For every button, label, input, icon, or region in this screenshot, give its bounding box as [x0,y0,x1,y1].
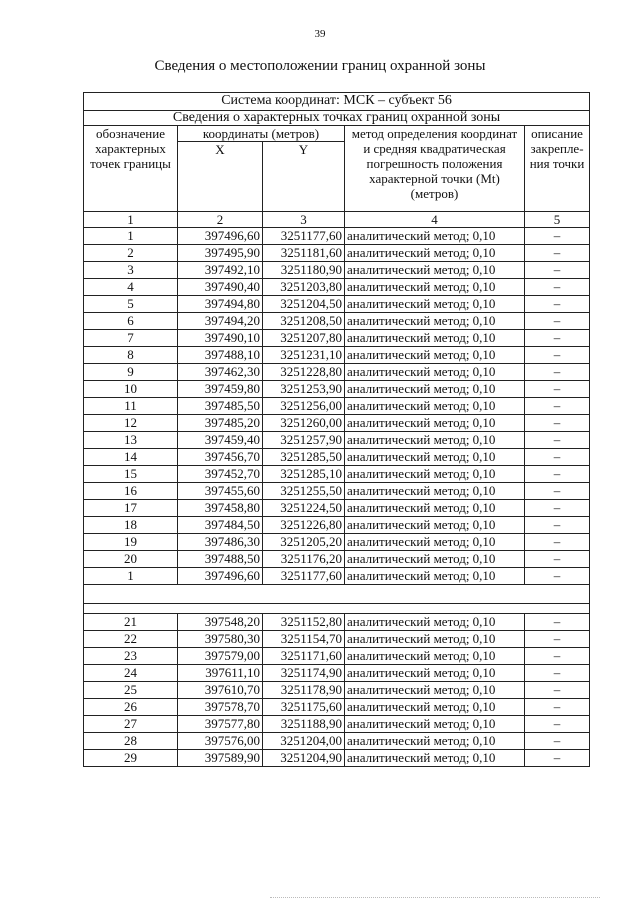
description-cell: – [525,614,590,631]
method-cell: аналитический метод; 0,10 [345,432,525,449]
method-cell: аналитический метод; 0,10 [345,500,525,517]
method-cell: аналитический метод; 0,10 [345,483,525,500]
description-cell: – [525,245,590,262]
separator-row [84,585,590,604]
page-number: 39 [314,28,326,40]
y-coordinate-cell: 3251152,80 [263,614,345,631]
point-number-cell: 1 [84,228,178,245]
table-row [84,648,590,665]
table-row [84,733,590,750]
description-cell: – [525,330,590,347]
point-number-cell: 7 [84,330,178,347]
table-row [84,449,590,466]
header-y: Y [263,142,345,212]
point-number-cell: 28 [84,733,178,750]
method-cell: аналитический метод; 0,10 [345,330,525,347]
table-row [84,631,590,648]
x-coordinate-cell: 397452,70 [178,466,263,483]
point-number-cell: 20 [84,551,178,568]
method-cell: аналитический метод; 0,10 [345,614,525,631]
description-cell: – [525,296,590,313]
table-row [84,347,590,364]
separator-cell [84,585,590,604]
scan-artifact-line [270,897,600,899]
point-number-cell: 15 [84,466,178,483]
description-cell: – [525,699,590,716]
point-number-cell: 4 [84,279,178,296]
description-cell: – [525,517,590,534]
x-coordinate-cell: 397488,10 [178,347,263,364]
table-row [84,364,590,381]
table-row [84,517,590,534]
y-coordinate-cell: 3251188,90 [263,716,345,733]
point-number-cell: 13 [84,432,178,449]
y-coordinate-cell: 3251285,50 [263,449,345,466]
description-cell: – [525,466,590,483]
y-coordinate-cell: 3251285,10 [263,466,345,483]
column-number: 2 [178,212,263,228]
coordinates-table [83,92,590,767]
x-coordinate-cell: 397580,30 [178,631,263,648]
point-number-cell: 12 [84,415,178,432]
y-coordinate-cell: 3251231,10 [263,347,345,364]
separator-cell [84,604,590,614]
table-row [84,330,590,347]
y-coordinate-cell: 3251205,20 [263,534,345,551]
y-coordinate-cell: 3251257,90 [263,432,345,449]
point-number-cell: 19 [84,534,178,551]
method-cell: аналитический метод; 0,10 [345,534,525,551]
point-number-cell: 2 [84,245,178,262]
y-coordinate-cell: 3251176,20 [263,551,345,568]
x-coordinate-cell: 397488,50 [178,551,263,568]
point-number-cell: 29 [84,750,178,767]
x-coordinate-cell: 397576,00 [178,733,263,750]
x-coordinate-cell: 397456,70 [178,449,263,466]
method-cell: аналитический метод; 0,10 [345,228,525,245]
method-cell: аналитический метод; 0,10 [345,313,525,330]
point-number-cell: 10 [84,381,178,398]
header-description: описание закрепле-ния точки [525,126,590,212]
point-number-cell: 14 [84,449,178,466]
description-cell: – [525,534,590,551]
point-number-cell: 17 [84,500,178,517]
x-coordinate-cell: 397485,50 [178,398,263,415]
column-number: 5 [525,212,590,228]
x-coordinate-cell: 397494,80 [178,296,263,313]
x-coordinate-cell: 397490,40 [178,279,263,296]
method-cell: аналитический метод; 0,10 [345,568,525,585]
point-number-cell: 26 [84,699,178,716]
table-row [84,568,590,585]
method-cell: аналитический метод; 0,10 [345,415,525,432]
description-cell: – [525,432,590,449]
table-row [84,682,590,699]
description-cell: – [525,551,590,568]
x-coordinate-cell: 397548,20 [178,614,263,631]
y-coordinate-cell: 3251204,00 [263,733,345,750]
table-row [84,665,590,682]
y-coordinate-cell: 3251175,60 [263,699,345,716]
header-designation: обозначение характерных точек границы [84,126,178,212]
y-coordinate-cell: 3251204,50 [263,296,345,313]
method-cell: аналитический метод; 0,10 [345,364,525,381]
method-cell: аналитический метод; 0,10 [345,347,525,364]
table-row [84,415,590,432]
table-row [84,279,590,296]
table-row [84,228,590,245]
column-number: 3 [263,212,345,228]
y-coordinate-cell: 3251255,50 [263,483,345,500]
point-number-cell: 24 [84,665,178,682]
separator-row [84,604,590,614]
point-number-cell: 18 [84,517,178,534]
y-coordinate-cell: 3251228,80 [263,364,345,381]
y-coordinate-cell: 3251203,80 [263,279,345,296]
column-number: 4 [345,212,525,228]
x-coordinate-cell: 397490,10 [178,330,263,347]
y-coordinate-cell: 3251224,50 [263,500,345,517]
x-coordinate-cell: 397589,90 [178,750,263,767]
y-coordinate-cell: 3251154,70 [263,631,345,648]
y-coordinate-cell: 3251226,80 [263,517,345,534]
point-number-cell: 11 [84,398,178,415]
table-row [84,716,590,733]
method-cell: аналитический метод; 0,10 [345,665,525,682]
x-coordinate-cell: 397496,60 [178,228,263,245]
table-row [84,262,590,279]
header-method: метод определения координат и средняя квадратическая погрешность положения характерной точки (Mt) (метров) [345,126,525,212]
point-number-cell: 27 [84,716,178,733]
description-cell: – [525,648,590,665]
x-coordinate-cell: 397496,60 [178,568,263,585]
column-number: 1 [84,212,178,228]
column-numbers-row [84,212,590,228]
description-cell: – [525,733,590,750]
y-coordinate-cell: 3251180,90 [263,262,345,279]
method-cell: аналитический метод; 0,10 [345,381,525,398]
method-cell: аналитический метод; 0,10 [345,279,525,296]
y-coordinate-cell: 3251260,00 [263,415,345,432]
y-coordinate-cell: 3251177,60 [263,568,345,585]
method-cell: аналитический метод; 0,10 [345,699,525,716]
x-coordinate-cell: 397486,30 [178,534,263,551]
document-title: Сведения о местоположении границ охранной зоны [154,58,486,74]
y-coordinate-cell: 3251256,00 [263,398,345,415]
table-row [84,614,590,631]
point-number-cell: 23 [84,648,178,665]
header-coordinates: координаты (метров) [178,126,345,142]
point-number-cell: 6 [84,313,178,330]
description-cell: – [525,500,590,517]
method-cell: аналитический метод; 0,10 [345,631,525,648]
method-cell: аналитический метод; 0,10 [345,716,525,733]
table-row [84,699,590,716]
table-row [84,245,590,262]
description-cell: – [525,279,590,296]
table-row [84,500,590,517]
x-coordinate-cell: 397484,50 [178,517,263,534]
table-row [84,483,590,500]
y-coordinate-cell: 3251171,60 [263,648,345,665]
description-cell: – [525,665,590,682]
method-cell: аналитический метод; 0,10 [345,449,525,466]
x-coordinate-cell: 397611,10 [178,665,263,682]
header-x: X [178,142,263,212]
method-cell: аналитический метод; 0,10 [345,733,525,750]
method-cell: аналитический метод; 0,10 [345,682,525,699]
y-coordinate-cell: 3251253,90 [263,381,345,398]
table-row [84,398,590,415]
y-coordinate-cell: 3251177,60 [263,228,345,245]
description-cell: – [525,381,590,398]
table-row [84,381,590,398]
description-cell: – [525,262,590,279]
description-cell: – [525,568,590,585]
x-coordinate-cell: 397455,60 [178,483,263,500]
method-cell: аналитический метод; 0,10 [345,750,525,767]
point-number-cell: 5 [84,296,178,313]
y-coordinate-cell: 3251208,50 [263,313,345,330]
y-coordinate-cell: 3251174,90 [263,665,345,682]
x-coordinate-cell: 397495,90 [178,245,263,262]
x-coordinate-cell: 397485,20 [178,415,263,432]
description-cell: – [525,483,590,500]
point-number-cell: 3 [84,262,178,279]
method-cell: аналитический метод; 0,10 [345,296,525,313]
method-cell: аналитический метод; 0,10 [345,517,525,534]
x-coordinate-cell: 397459,40 [178,432,263,449]
x-coordinate-cell: 397459,80 [178,381,263,398]
description-cell: – [525,398,590,415]
y-coordinate-cell: 3251181,60 [263,245,345,262]
point-number-cell: 8 [84,347,178,364]
x-coordinate-cell: 397492,10 [178,262,263,279]
description-cell: – [525,364,590,381]
description-cell: – [525,228,590,245]
y-coordinate-cell: 3251207,80 [263,330,345,347]
x-coordinate-cell: 397458,80 [178,500,263,517]
method-cell: аналитический метод; 0,10 [345,245,525,262]
description-cell: – [525,449,590,466]
table-row [84,551,590,568]
table-row [84,750,590,767]
x-coordinate-cell: 397577,80 [178,716,263,733]
table-row [84,432,590,449]
description-cell: – [525,716,590,733]
method-cell: аналитический метод; 0,10 [345,648,525,665]
table-row [84,296,590,313]
table-subtitle: Сведения о характерных точках границ охранной зоны [84,111,590,126]
description-cell: – [525,682,590,699]
table-row [84,466,590,483]
method-cell: аналитический метод; 0,10 [345,398,525,415]
description-cell: – [525,313,590,330]
x-coordinate-cell: 397462,30 [178,364,263,381]
x-coordinate-cell: 397494,20 [178,313,263,330]
x-coordinate-cell: 397610,70 [178,682,263,699]
point-number-cell: 22 [84,631,178,648]
point-number-cell: 16 [84,483,178,500]
point-number-cell: 21 [84,614,178,631]
description-cell: – [525,750,590,767]
method-cell: аналитический метод; 0,10 [345,551,525,568]
table-row [84,313,590,330]
point-number-cell: 1 [84,568,178,585]
table-row [84,534,590,551]
y-coordinate-cell: 3251204,90 [263,750,345,767]
method-cell: аналитический метод; 0,10 [345,466,525,483]
point-number-cell: 9 [84,364,178,381]
description-cell: – [525,631,590,648]
description-cell: – [525,347,590,364]
description-cell: – [525,415,590,432]
coordinate-system: Система координат: МСК – субъект 56 [84,93,590,111]
x-coordinate-cell: 397578,70 [178,699,263,716]
point-number-cell: 25 [84,682,178,699]
y-coordinate-cell: 3251178,90 [263,682,345,699]
method-cell: аналитический метод; 0,10 [345,262,525,279]
x-coordinate-cell: 397579,00 [178,648,263,665]
